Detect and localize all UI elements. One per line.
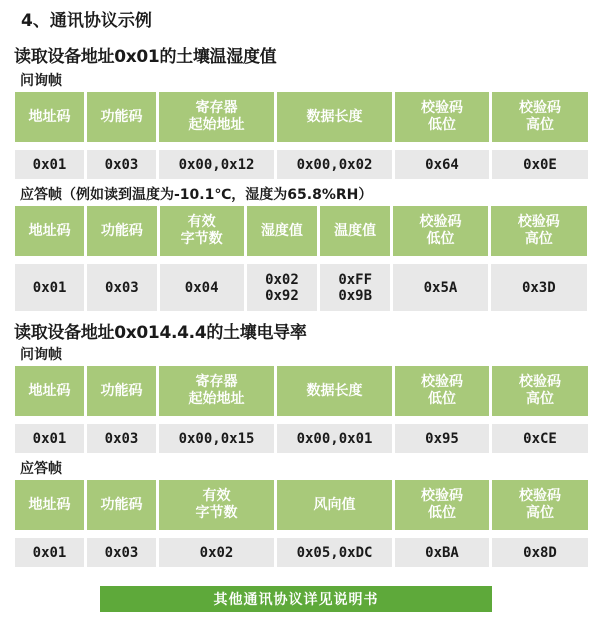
header-cell: 风向值 — [277, 480, 392, 530]
value-cell: 0x05,0xDC — [277, 538, 392, 567]
header-cell: 温度值 — [320, 206, 390, 256]
block1-response-label: 应答帧（例如读到温度为-10.1℃，湿度为65.8%RH） — [20, 187, 373, 203]
value-cell: 0x00,0x12 — [159, 150, 274, 179]
block1-query-label: 问询帧 — [20, 73, 62, 89]
header-cell: 校验码 高位 — [492, 480, 588, 530]
value-cell: 0x01 — [15, 424, 84, 453]
value-cell: 0x04 — [160, 264, 244, 311]
value-cell: 0xBA — [395, 538, 489, 567]
header-cell: 有效 字节数 — [160, 206, 244, 256]
header-cell: 地址码 — [15, 480, 84, 530]
value-cell: 0x0E — [492, 150, 588, 179]
value-cell: 0x95 — [395, 424, 489, 453]
header-cell: 功能码 — [87, 366, 156, 416]
more-protocols-button[interactable]: 其他通讯协议详见说明书 — [100, 586, 492, 612]
block2-response-table — [12, 480, 591, 567]
header-cell: 地址码 — [15, 92, 84, 142]
header-cell: 数据长度 — [277, 92, 392, 142]
header-cell: 功能码 — [87, 206, 156, 256]
header-cell: 校验码 低位 — [393, 206, 487, 256]
value-cell: 0x03 — [87, 264, 156, 311]
block2-title: 读取设备地址0x014.4.4的土壤电导率 — [14, 323, 307, 343]
value-cell: 0xCE — [492, 424, 588, 453]
header-cell: 校验码 低位 — [395, 480, 489, 530]
header-cell: 校验码 高位 — [492, 92, 588, 142]
value-cell: 0x03 — [87, 150, 156, 179]
value-cell: 0x01 — [15, 150, 84, 179]
value-cell: 0x64 — [395, 150, 489, 179]
value-cell: 0x03 — [87, 538, 156, 567]
value-cell: 0x5A — [393, 264, 487, 311]
header-cell: 地址码 — [15, 206, 84, 256]
header-cell: 有效 字节数 — [159, 480, 274, 530]
value-cell: 0x03 — [87, 424, 156, 453]
block1-query-table — [12, 92, 591, 179]
header-cell: 数据长度 — [277, 366, 392, 416]
block2-query-label: 问询帧 — [20, 347, 62, 363]
value-cell: 0x3D — [491, 264, 587, 311]
header-cell: 功能码 — [87, 92, 156, 142]
value-cell: 0x00,0x02 — [277, 150, 392, 179]
header-cell: 校验码 高位 — [492, 366, 588, 416]
block1-response-table — [12, 206, 590, 311]
header-cell: 寄存器 起始地址 — [159, 92, 274, 142]
header-cell: 校验码 低位 — [395, 366, 489, 416]
block2-response-label: 应答帧 — [20, 461, 62, 477]
header-cell: 校验码 低位 — [395, 92, 489, 142]
header-cell: 寄存器 起始地址 — [159, 366, 274, 416]
value-cell: 0x02 — [159, 538, 274, 567]
value-cell: 0x01 — [15, 264, 84, 311]
block2-query-table — [12, 366, 591, 453]
value-cell: 0x00,0x01 — [277, 424, 392, 453]
value-cell: 0x02 0x92 — [247, 264, 317, 311]
header-cell: 功能码 — [87, 480, 156, 530]
value-cell: 0x8D — [492, 538, 588, 567]
header-cell: 湿度值 — [247, 206, 317, 256]
value-cell: 0xFF 0x9B — [320, 264, 390, 311]
section-title: 4、通讯协议示例 — [21, 11, 152, 31]
block1-title: 读取设备地址0x01的土壤温湿度值 — [14, 47, 277, 67]
header-cell: 地址码 — [15, 366, 84, 416]
value-cell: 0x00,0x15 — [159, 424, 274, 453]
value-cell: 0x01 — [15, 538, 84, 567]
header-cell: 校验码 高位 — [491, 206, 587, 256]
